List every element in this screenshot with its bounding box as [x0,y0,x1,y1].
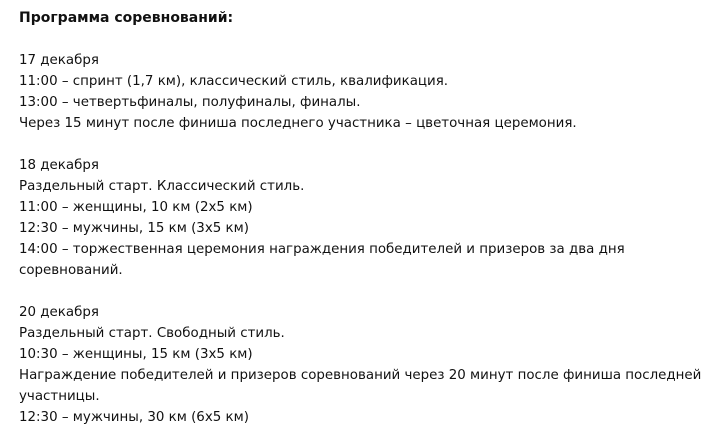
document-title: Программа соревнований: [19,10,234,26]
section-17-december [19,50,709,134]
section-divider [19,134,709,155]
section-date: 17 декабря [19,53,99,68]
section-divider [19,281,709,302]
schedule-line: Раздельный старт. Свободный стиль. [19,326,285,341]
schedule-line: 11:00 – спринт (1,7 км), классический стиль, квалификация. [19,74,449,89]
schedule-line: Награждение победителей и призеров соревнований через 20 минут после финиша последней [19,368,702,383]
section-20-december [19,302,709,428]
schedule-line: 12:30 – мужчины, 15 км (3х5 км) [19,221,249,236]
section-date: 18 декабря [19,158,99,173]
schedule-line: 10:30 – женщины, 15 км (3х5 км) [19,347,253,362]
section-date: 20 декабря [19,305,99,320]
schedule-line: Через 15 минут после финиша последнего участника – цветочная церемония. [19,116,577,131]
schedule-line: 14:00 – торжественная церемония награждения победителей и призеров за два дня [19,242,625,257]
schedule-line: 13:00 – четвертьфиналы, полуфиналы, финалы. [19,95,361,110]
schedule-line: 11:00 – женщины, 10 км (2х5 км) [19,200,253,215]
section-divider [19,29,709,50]
schedule-line: Раздельный старт. Классический стиль. [19,179,305,194]
section-18-december [19,155,709,281]
schedule-line: соревнований. [19,263,123,278]
schedule-line: 12:30 – мужчины, 30 км (6х5 км) [19,410,249,425]
schedule-line: участницы. [19,389,100,404]
